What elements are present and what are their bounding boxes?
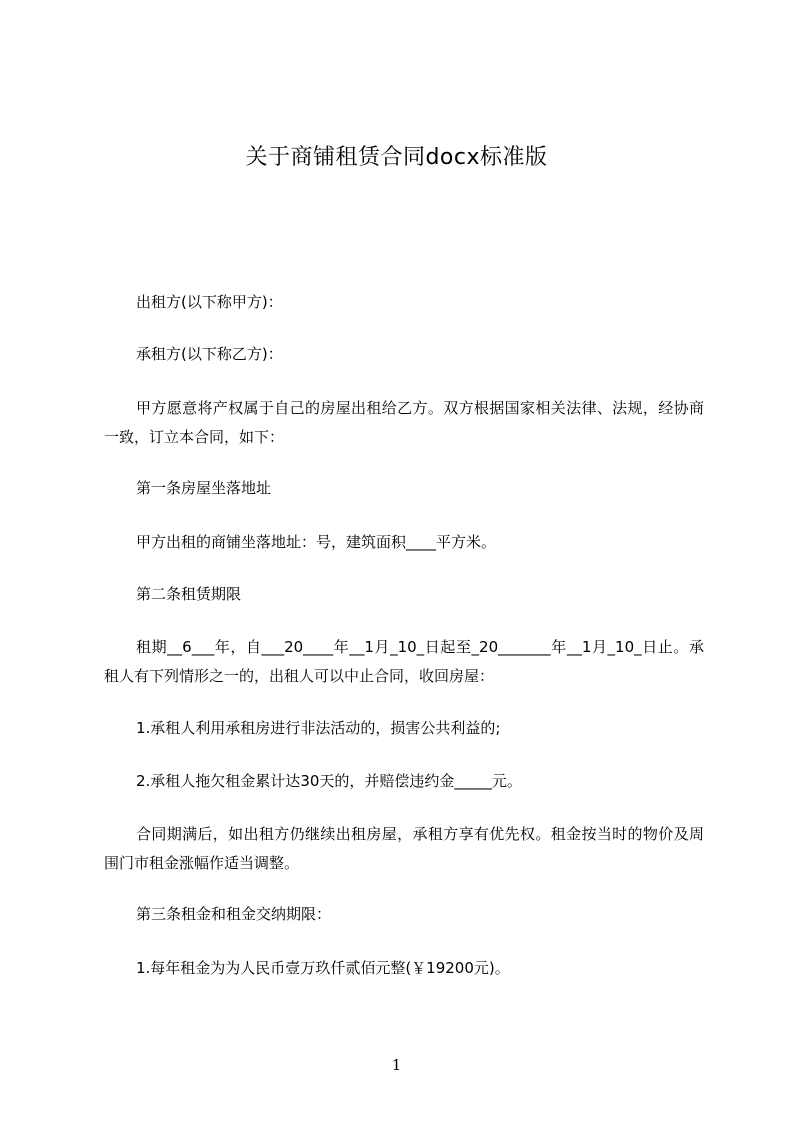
paragraph-lessor: 出租方(以下称甲方)： bbox=[136, 293, 283, 311]
page-number: 1 bbox=[391, 1056, 402, 1074]
list-item-annual-rent: 1.每年租金为为人民币壹万玖仟贰佰元整(￥19200元)。 bbox=[136, 959, 510, 977]
section-heading-term: 第二条租赁期限 bbox=[136, 585, 242, 603]
document-title: 关于商铺租赁合同docx标准版 bbox=[245, 145, 548, 170]
list-item-rent-arrears: 2.承租人拖欠租金累计达30天的，并赔偿违约金_____元。 bbox=[136, 772, 522, 790]
paragraph-renewal: 合同期满后，如出租方仍继续出租房屋，承租方享有优先权。租金按当时的物价及周围门市租金涨幅作适当调整。 bbox=[104, 825, 704, 872]
section-heading-rent: 第三条租金和租金交纳期限： bbox=[136, 905, 332, 923]
paragraph-intro: 甲方愿意将产权属于自己的房屋出租给乙方。双方根据国家相关法律、法规，经协商一致，订立本合同，如下： bbox=[104, 399, 704, 446]
list-item-illegal-activity: 1.承租人利用承租房进行非法活动的，损害公共利益的; bbox=[136, 719, 501, 737]
paragraph-term: 租期__6___年，自___20____年__1月_10_日起至_20_______年__1月_10_日止。承租人有下列情形之一的，出租人可以中止合同，收回房屋： bbox=[104, 638, 704, 685]
paragraph-lessee: 承租方(以下称乙方)： bbox=[136, 345, 283, 363]
paragraph-address: 甲方出租的商铺坐落地址：号，建筑面积____平方米。 bbox=[136, 533, 497, 551]
section-heading-address: 第一条房屋坐落地址 bbox=[136, 479, 272, 497]
